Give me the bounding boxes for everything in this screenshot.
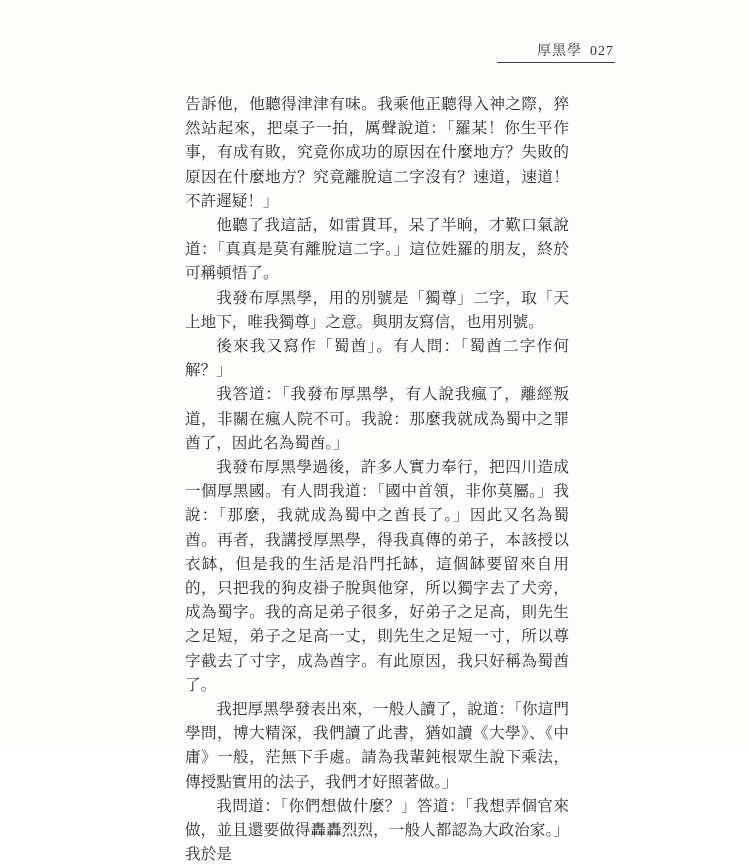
paragraph: 我發布厚黑學，用的別號是「獨尊」二字，取「天上地下，唯我獨尊」之意。與朋友寫信，也用別號。 — [185, 288, 569, 331]
book-title: 厚黑學 — [537, 43, 582, 59]
paragraph: 後來我又寫作「蜀酋」。有人問：「蜀酋二字作何解？」 — [185, 337, 569, 380]
paragraph: 我問道：「你們想做什麼？」答道：「我想弄個官來做，並且還要做得轟轟烈烈，一般人都認為大政治家。」我於是 — [185, 796, 569, 864]
header-rule — [497, 62, 615, 63]
paragraph: 他聽了我這話，如雷貫耳，呆了半晌，才歎口氣說道：「真真是莫有離脫這二字。」這位姓羅的朋友，終於可稱頓悟了。 — [185, 216, 569, 283]
running-head — [537, 40, 614, 60]
page-number: 027 — [590, 44, 614, 59]
paragraph: 我把厚黑學發表出來，一般人讀了，說道：「你這門學問，博大精深，我們讀了此書，猶如讀《大學》、《中庸》一般，茫無下手處。請為我輩鈍根眾生說下乘法，傳授點實用的法子，我們才好照著做。」 — [185, 700, 569, 791]
paragraph: 我答道：「我發布厚黑學，有人說我瘋了，離經叛道，非關在瘋人院不可。我說：那麼我就成為蜀中之罪酋了，因此名為蜀酋。」 — [185, 385, 569, 452]
paragraph: 告訴他，他聽得津津有味。我乘他正聽得入神之際，猝然站起來，把桌子一拍，厲聲說道：「羅某！你生平作事，有成有敗，究竟你成功的原因在什麼地方？失敗的原因在什麼地方？究竟離脫這二字沒有？速道，速道！不許遲疑！」 — [185, 95, 569, 210]
body-text — [185, 92, 569, 867]
paragraph: 我發布厚黑學過後，許多人實力奉行，把四川造成一個厚黑國。有人問我道：「國中首領，非你莫屬。」我說：「那麼，我就成為蜀中之酋長了。」因此又名為蜀酋。再者，我講授厚黑學，得我真傳的弟子，本該授以衣缽，但是我的生活是沿門托缽，這個缽要留來自用的，只把我的狗皮褂子脫與他穿，所以獨字去了犬旁，成為蜀字。我的高足弟子很多，好弟子之足高，則先生之足短，弟子之足高一丈，則先生之足短一寸，所以尊字截去了寸字，成為酋字。有此原因，我只好稱為蜀酋了。 — [185, 458, 569, 694]
